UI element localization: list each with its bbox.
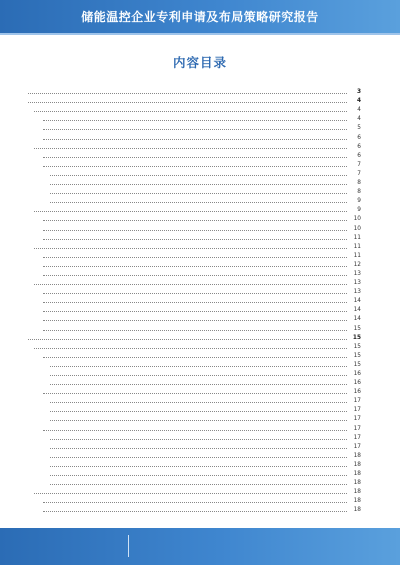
toc-dot-leader (28, 339, 347, 340)
footer-bar (0, 528, 400, 565)
toc-dot-leader (34, 111, 347, 112)
toc-entry[interactable] (26, 222, 361, 231)
document-title: 储能温控企业专利申请及布局策略研究报告 (81, 10, 319, 24)
toc-dot-leader (43, 166, 347, 167)
toc-page-number: 7 (357, 170, 361, 177)
toc-dot-leader (43, 157, 347, 158)
toc-page-number: 18 (353, 498, 361, 505)
toc-page-number: 18 (353, 507, 361, 514)
toc-dot-leader (43, 393, 347, 394)
toc-page-number: 6 (357, 143, 361, 150)
toc-entry[interactable] (26, 259, 361, 268)
toc-page-number: 8 (357, 180, 361, 187)
toc-page-number: 6 (357, 134, 361, 141)
toc-dot-leader (50, 175, 347, 176)
toc-dot-leader (34, 284, 347, 285)
toc-heading: 内容目录 (172, 55, 227, 70)
toc-entry[interactable] (26, 341, 361, 350)
toc-entry[interactable] (26, 332, 361, 341)
header-bar (0, 0, 400, 33)
toc-page-number: 16 (353, 371, 361, 377)
toc-page-number: 10 (353, 225, 361, 232)
toc-entry[interactable] (26, 213, 361, 222)
toc-page-number: 13 (353, 289, 361, 296)
toc-entry[interactable] (26, 422, 361, 431)
toc-page-number: 16 (353, 389, 361, 396)
toc-page-number: 9 (357, 198, 361, 205)
toc-entry[interactable] (26, 232, 361, 241)
toc-dot-leader (43, 257, 347, 258)
toc-entry[interactable] (26, 486, 361, 495)
toc-dot-leader (43, 357, 347, 358)
toc-page-number: 17 (353, 425, 361, 432)
toc-entry[interactable] (26, 104, 361, 113)
toc-entry[interactable] (26, 241, 361, 250)
toc-page-number: 18 (353, 461, 361, 468)
toc-page-number: 15 (352, 334, 361, 341)
toc-entry[interactable] (26, 368, 361, 377)
toc-page-number: 18 (353, 480, 361, 487)
toc-dot-leader (43, 293, 347, 294)
toc-entry[interactable] (26, 150, 361, 159)
toc-dot-leader (43, 502, 347, 503)
toc-entry[interactable] (26, 250, 361, 259)
toc-dot-leader (50, 193, 347, 194)
toc-entry[interactable] (26, 204, 361, 213)
header-divider (0, 33, 400, 35)
toc-dot-leader (34, 148, 347, 149)
toc-page-number: 14 (353, 298, 361, 305)
toc-dot-leader (34, 348, 347, 349)
toc-dot-leader (50, 202, 347, 203)
toc-page-number: 4 (357, 116, 361, 123)
toc-dot-leader (50, 375, 347, 376)
toc-dot-leader (50, 457, 347, 458)
toc-entry[interactable] (26, 177, 361, 186)
toc-dot-leader (43, 129, 347, 130)
toc-dot-leader (43, 266, 347, 267)
toc-entry[interactable] (26, 122, 361, 131)
toc-page-number: 12 (353, 261, 361, 268)
toc-dot-leader (43, 220, 347, 221)
toc-entry[interactable] (26, 286, 361, 295)
toc-entry[interactable] (26, 322, 361, 331)
toc-dot-leader (43, 275, 347, 276)
toc-page-number: 13 (353, 280, 361, 287)
toc-dot-leader (43, 239, 347, 240)
toc-page-number: 8 (357, 189, 361, 196)
toc-page-number: 17 (353, 416, 361, 423)
toc-dot-leader (28, 93, 347, 94)
toc-entry[interactable] (26, 386, 361, 395)
toc-page-number: 15 (353, 343, 361, 350)
toc-entry[interactable] (26, 477, 361, 486)
toc-dot-leader (50, 466, 347, 467)
toc-dot-leader (50, 184, 347, 185)
toc-entry[interactable] (26, 86, 361, 95)
toc-dot-leader (43, 139, 347, 140)
toc-dot-leader (43, 511, 347, 512)
toc-entry[interactable] (26, 395, 361, 404)
toc-entry[interactable] (26, 95, 361, 104)
toc-dot-leader (50, 402, 347, 403)
toc-dot-leader (43, 330, 347, 331)
toc-page-number: 11 (353, 234, 361, 241)
toc-dot-leader (43, 430, 347, 431)
toc-dot-leader (34, 493, 347, 494)
toc-dot-leader (43, 120, 347, 121)
toc-page-number: 15 (353, 352, 361, 359)
toc-page-number: 15 (353, 325, 361, 332)
toc-entry[interactable] (26, 459, 361, 468)
toc-entry[interactable] (26, 313, 361, 322)
toc-page-number: 11 (353, 243, 361, 250)
toc-page-number: 17 (353, 434, 361, 441)
toc-entry[interactable] (26, 304, 361, 313)
toc-entry[interactable] (26, 504, 361, 513)
toc-page-number: 6 (357, 152, 361, 159)
toc-page-number: 5 (357, 125, 361, 132)
toc-dot-leader (50, 439, 347, 440)
toc-entry[interactable] (26, 277, 361, 286)
toc-page-number: 4 (356, 98, 361, 105)
toc-page-number: 18 (353, 452, 361, 459)
toc-page-number: 17 (353, 398, 361, 405)
toc-page-number: 18 (353, 471, 361, 478)
toc-page-number: 9 (357, 207, 361, 214)
toc-entry[interactable] (26, 350, 361, 359)
toc-page-number: 16 (353, 380, 361, 387)
toc-entry[interactable] (26, 404, 361, 413)
toc-page-number: 3 (356, 89, 361, 96)
toc-page-number: 11 (353, 252, 361, 259)
table-of-contents (26, 86, 361, 513)
toc-page-number: 18 (353, 489, 361, 496)
toc-dot-leader (50, 384, 347, 385)
toc-dot-leader (28, 102, 347, 103)
toc-entry[interactable] (26, 141, 361, 150)
toc-page-number: 7 (357, 161, 361, 168)
toc-page-number: 14 (353, 316, 361, 323)
toc-entry[interactable] (26, 450, 361, 459)
toc-dot-leader (50, 366, 347, 367)
toc-entry[interactable] (26, 468, 361, 477)
toc-page-number: 10 (353, 216, 361, 223)
toc-dot-leader (34, 211, 347, 212)
toc-entry[interactable] (26, 295, 361, 304)
toc-entry[interactable] (26, 495, 361, 504)
toc-page-number: 15 (353, 361, 361, 368)
toc-page-number: 13 (353, 270, 361, 277)
toc-page-number: 4 (357, 107, 361, 114)
toc-entry[interactable] (26, 268, 361, 277)
toc-entry[interactable] (26, 377, 361, 386)
toc-entry[interactable] (26, 113, 361, 122)
toc-dot-leader (43, 230, 347, 231)
toc-dot-leader (50, 420, 347, 421)
toc-page-number: 17 (353, 443, 361, 450)
toc-page-number: 17 (353, 407, 361, 414)
toc-entry[interactable] (26, 168, 361, 177)
toc-entry[interactable] (26, 359, 361, 368)
toc-entry[interactable] (26, 432, 361, 441)
toc-dot-leader (34, 248, 347, 249)
toc-entry[interactable] (26, 131, 361, 140)
toc-entry[interactable] (26, 441, 361, 450)
toc-dot-leader (50, 484, 347, 485)
toc-page-number: 14 (353, 307, 361, 314)
toc-entry[interactable] (26, 186, 361, 195)
toc-dot-leader (43, 302, 347, 303)
toc-entry[interactable] (26, 195, 361, 204)
toc-entry[interactable] (26, 159, 361, 168)
toc-dot-leader (50, 475, 347, 476)
toc-dot-leader (43, 320, 347, 321)
toc-entry[interactable] (26, 413, 361, 422)
toc-dot-leader (50, 448, 347, 449)
toc-dot-leader (50, 411, 347, 412)
toc-dot-leader (43, 311, 347, 312)
footer-divider (128, 535, 129, 557)
